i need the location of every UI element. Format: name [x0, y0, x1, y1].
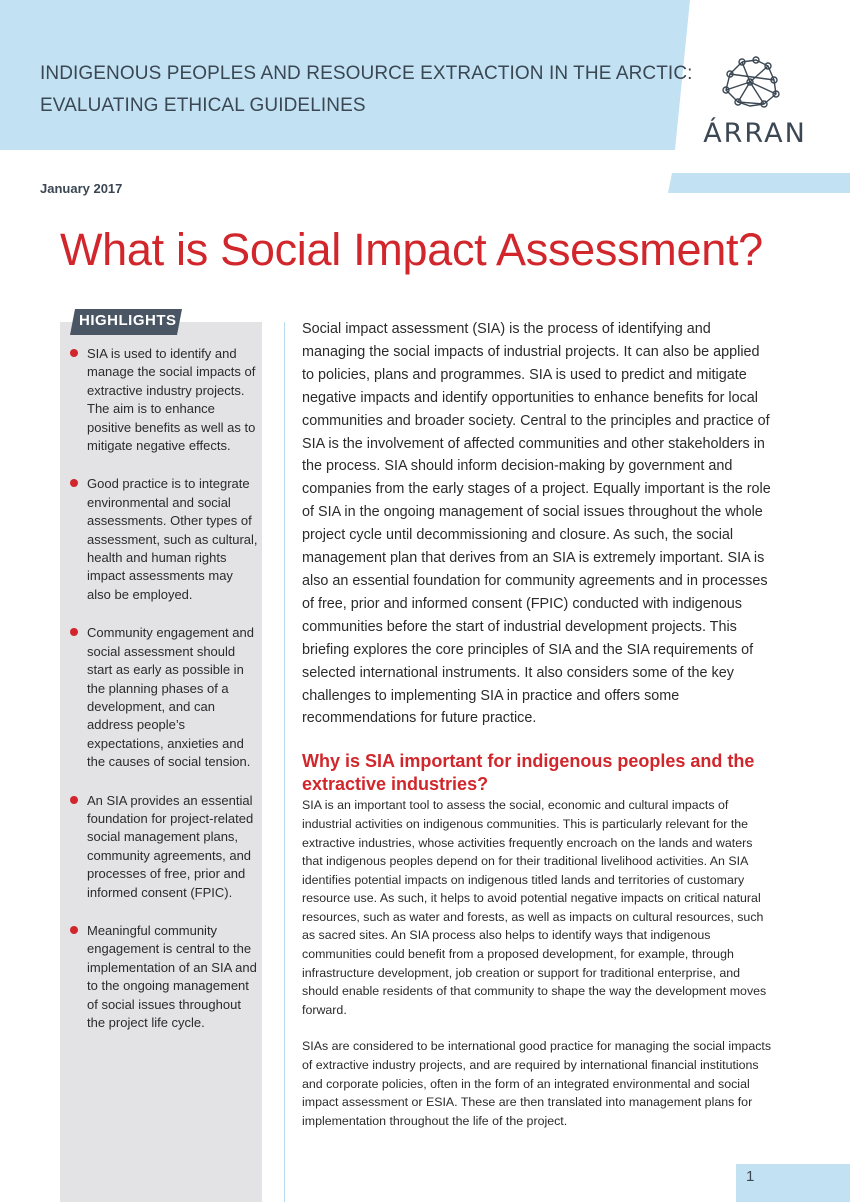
highlight-item: SIA is used to identify and manage the social impacts of extractive industry projects. The aim is to enhance positive benefits as well as to mitigate negative effects.	[66, 345, 258, 455]
main-body	[302, 318, 772, 1130]
highlight-item: An SIA provides an essential foundation for project-related social management plans, community agreements, and processes of free, prior and informed consent (FPIC).	[66, 792, 258, 902]
intro-paragraph: Social impact assessment (SIA) is the process of identifying and managing the social impacts of industrial projects. It can also be applied to policies, plans and programmes. SIA is used to predict and mitigate negative impacts and identify opportunities to enhance benefits for local communities and broader society. Central to the principles and practice of SIA is the involvement of affected communities and other stakeholders in the process. SIA should inform decision-making by government and companies from the early stages of a project. Equally important is the role of SIA in the ongoing management of social issues throughout the whole project cycle until decommissioning and closure. As such, the social management plan that derives from an SIA is extremely important. SIA is also an essential foundation for community agreements and in processes of free, prior and informed consent (FPIC) conducted with indigenous communities before the start of industrial development projects. This briefing explores the core principles of SIA and the SIA requirements of selected international instruments. It also considers some of the key challenges to implementing SIA in practice and offers some recommendations for future practice.	[302, 321, 771, 727]
page-number: 1	[746, 1168, 755, 1185]
highlights-list	[66, 345, 258, 1052]
arran-logo-text: ÁRRAN	[703, 118, 807, 149]
date-strip-shape	[668, 173, 850, 193]
highlight-item: Community engagement and social assessment should start as early as possible in the planning phases of a development, and can address people’s expectations, anxieties and the causes of social tension.	[66, 624, 258, 771]
section-heading: Why is SIA important for indigenous peoples and the extractive industries?	[302, 751, 755, 795]
body-paragraph-2: SIAs are considered to be international good practice for managing the social impacts of extractive industry projects, and are required by international financial institutions and corporate policies, often in the form of an integrated environmental and social impact assessment or ESIA. These are then translated into management plans for implementation throughout the life of the project.	[302, 1039, 772, 1128]
body-paragraph-1: SIA is an important tool to assess the social, economic and cultural impacts of industrial activities on indigenous communities. This is particularly relevant for the extractive industries, whose activities frequently encroach on the lands and waters that indigenous peoples depend on for their traditional livelihood activities. An SIA identifies potential impacts on indigenous titled lands and territories of customary resource use. As such, it helps to avoid potential negative impacts on critical natural resources, such as water and forests, as well as impacts on cultural resources, such as sacred sites. An SIA process also helps to identify ways that indigenous communities could benefit from a proposed development, for example, through infrastructure development, job creation or support for traditional enterprise, and should enable residents of that community to shape the way the development moves forward.	[302, 798, 767, 1017]
document-series-title	[40, 58, 693, 122]
highlights-label: HIGHLIGHTS	[79, 312, 177, 329]
column-divider	[284, 322, 285, 1202]
highlight-item: Meaningful community engagement is central to the implementation of an SIA and to the ongoing management of social issues throughout the project life cycle.	[66, 922, 258, 1032]
highlight-item: Good practice is to integrate environmental and social assessments. Other types of assessment, such as cultural, health and human rights impact assessments may also be employed.	[66, 475, 258, 604]
publication-date: January 2017	[40, 181, 123, 196]
page-title: What is Social Impact Assessment?	[60, 224, 763, 275]
series-title-line-2: EVALUATING ETHICAL GUIDELINES	[40, 95, 366, 116]
series-title-line-1: INDIGENOUS PEOPLES AND RESOURCE EXTRACTION IN THE ARCTIC:	[40, 63, 693, 84]
